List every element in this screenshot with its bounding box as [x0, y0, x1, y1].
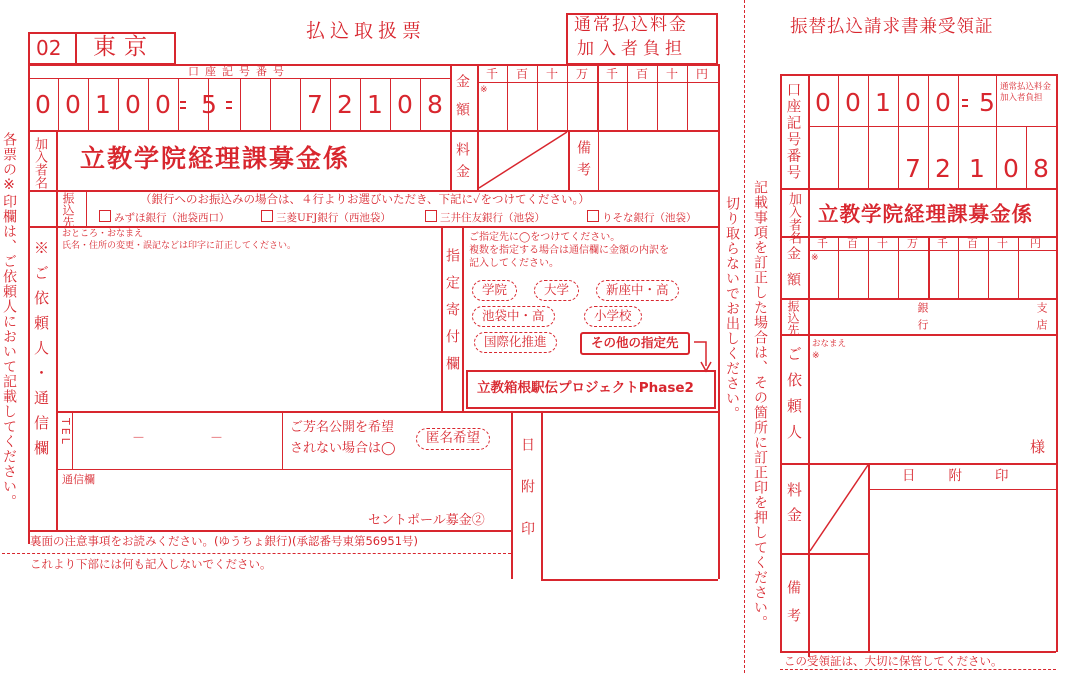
amount-unit: 百: [516, 67, 529, 81]
perforation-line: [744, 0, 745, 673]
receipt-account-digit: 0: [935, 88, 951, 117]
transfer-instruction: （銀行へのお振込みの場合は、４行よりお選びいただき、下記に✓をつけてください。）: [140, 192, 590, 206]
designation-other-value: 立教箱根駅伝プロジェクトPhase2: [477, 380, 694, 396]
receipt-amount-unit: 百: [967, 237, 978, 250]
receipt-date-label: 日附印: [902, 468, 1042, 484]
tel-label: TEL: [59, 418, 72, 447]
account-digit: 0: [35, 90, 51, 119]
remarks-label: 備考: [575, 140, 591, 184]
receipt-account-label: 口座記号番号: [784, 82, 801, 181]
account-digit: 8: [427, 90, 443, 119]
fee-note-line2: 加入者負担: [577, 39, 687, 59]
date-stamp-label: 日附印: [519, 437, 535, 563]
bank-option-mufg[interactable]: 三菱UFJ銀行（西池袋）: [261, 210, 391, 224]
payee-name: 立教学院経理課募金係: [80, 144, 351, 173]
amount-unit: 百: [636, 67, 649, 81]
account-digit: 0: [397, 90, 413, 119]
fee-note-line1: 通常払込料金: [574, 15, 688, 35]
designation-option-niiza[interactable]: 新座中・高: [596, 280, 679, 301]
account-label: 口座記号番号: [188, 65, 290, 78]
fee-label: 料金: [454, 142, 470, 186]
tel-separator: －: [132, 431, 146, 446]
account-digit: 2: [337, 90, 353, 119]
account-digit: 0: [65, 90, 81, 119]
anonymous-line1: ご芳名公開を希望: [290, 420, 395, 435]
designation-option-other[interactable]: その他の指定先: [580, 332, 690, 355]
receipt-fee-note: 通常払込料金加入者負担: [1000, 82, 1052, 104]
designation-instruction: 記入してください。: [469, 258, 559, 269]
amount-label: 金額: [454, 74, 470, 130]
receipt-name-label: おなまえ: [812, 339, 847, 349]
receipt-name-mark: ※: [812, 351, 820, 361]
designation-label: 指定寄付欄: [444, 248, 460, 383]
designation-option-elementary[interactable]: 小学校: [584, 306, 642, 327]
receipt-amount-unit: 円: [1030, 237, 1041, 250]
receipt-amount-unit: 万: [907, 237, 918, 250]
receipt-account-digit: 8: [1033, 154, 1049, 183]
designation-instruction: ご指定先に◯をつけてください。: [469, 232, 621, 243]
receipt-fee-label: 料金: [785, 482, 803, 532]
receipt-keep-note: この受領証は、大切に保管してください。: [784, 654, 1003, 668]
transfer-label: 振込先: [61, 192, 75, 228]
receipt-transfer-label: 振込先: [786, 300, 800, 336]
communication-label: 通信欄: [62, 473, 95, 486]
designation-option-ikebukuro[interactable]: 池袋中・高: [472, 306, 555, 327]
anonymous-option[interactable]: 匿名希望: [416, 428, 490, 450]
receipt-amount-unit: 千: [937, 237, 948, 250]
account-digit: 7: [307, 90, 323, 119]
bank-option-mizuho[interactable]: みずほ銀行（池袋西口）: [99, 210, 230, 224]
receipt-account-digit: 0: [905, 88, 921, 117]
designation-arrow: [690, 340, 714, 374]
receipt-payee-name: 立教学院経理課募金係: [818, 202, 1033, 226]
bank-option-resona[interactable]: りそな銀行（池袋）: [587, 210, 697, 224]
receipt-amount-label: 金額: [785, 246, 801, 298]
account-digit: 0: [155, 90, 171, 119]
form-code: セントポール募金②: [368, 513, 485, 528]
receipt-account-digit: 1: [969, 154, 985, 183]
receipt-account-digit: 0: [845, 88, 861, 117]
anonymous-line2: されない場合は◯: [290, 441, 396, 456]
bank-option-smbc[interactable]: 三井住友銀行（池袋）: [425, 210, 545, 224]
receipt-honorific: 様: [1030, 438, 1046, 456]
designation-option-daigaku[interactable]: 大学: [534, 280, 579, 301]
amount-unit: 千: [606, 67, 619, 81]
office-name: 東京: [93, 34, 155, 60]
receipt-branch-label: 支店: [1035, 302, 1048, 336]
receipt-account-digit: 7: [905, 154, 921, 183]
office-code: 02: [36, 36, 62, 60]
receipt-bank-label: 銀行: [916, 302, 929, 336]
account-digit: 1: [95, 90, 111, 119]
receipt-remarks-label: 備考: [785, 580, 801, 636]
receipt-payee-label: 加入者名: [786, 192, 801, 244]
footer-line1: 裏面の注意事項をお読みください。(ゆうちょ銀行)(承認番号東第56951号): [30, 534, 419, 548]
cut-note: 切り取らないでお出しください。: [724, 196, 740, 421]
form-title: 払込取扱票: [306, 20, 427, 42]
receipt-account-digit: 2: [935, 154, 951, 183]
payee-label: 加入者名: [32, 137, 47, 189]
amount-unit: 万: [576, 67, 589, 81]
receipt-account-digit: 1: [875, 88, 891, 117]
receipt-requester-label: ご依頼人: [785, 346, 803, 450]
receipt-account-digit: 5: [979, 88, 995, 117]
tel-separator: －: [210, 431, 224, 446]
receipt-account-digit: 0: [1003, 154, 1019, 183]
designation-option-international[interactable]: 国際化推進: [474, 332, 557, 353]
receipt-amount-unit: 千: [817, 237, 828, 250]
receipt-account-digit: 0: [815, 88, 831, 117]
address-label: おところ・おなまえ: [62, 229, 144, 239]
address-note: 氏名・住所の変更・誤記などは印字に訂正してください。: [62, 241, 297, 251]
account-digit: 0: [125, 90, 141, 119]
account-digit: 5: [201, 90, 217, 119]
left-margin-note: 各票の※印欄は、ご依頼人において記載してください。: [1, 132, 17, 509]
amount-yen-mark: ※: [480, 85, 488, 95]
account-digit: 1: [367, 90, 383, 119]
requester-side-label: ※ご依頼人・通信欄: [32, 240, 50, 465]
receipt-yen-mark: ※: [811, 253, 819, 263]
amount-unit: 千: [486, 67, 499, 81]
designation-option-gakuin[interactable]: 学院: [472, 280, 517, 301]
amount-unit: 十: [666, 67, 679, 81]
amount-unit: 円: [696, 67, 709, 81]
amount-unit: 十: [546, 67, 559, 81]
designation-instruction: 複数を指定する場合は通信欄に金額の内訳を: [469, 245, 669, 256]
receipt-title: 振替払込請求書兼受領証: [790, 17, 994, 37]
receipt-amount-unit: 十: [997, 237, 1008, 250]
receipt-side-note: 記載事項を訂正した場合は、その箇所に訂正印を押してください。: [752, 180, 768, 630]
footer-line2: これより下部には何も記入しないでください。: [30, 557, 272, 571]
fee-slash: [477, 130, 569, 190]
receipt-amount-unit: 百: [847, 237, 858, 250]
receipt-fee-slash: [808, 463, 870, 553]
receipt-amount-unit: 十: [877, 237, 888, 250]
